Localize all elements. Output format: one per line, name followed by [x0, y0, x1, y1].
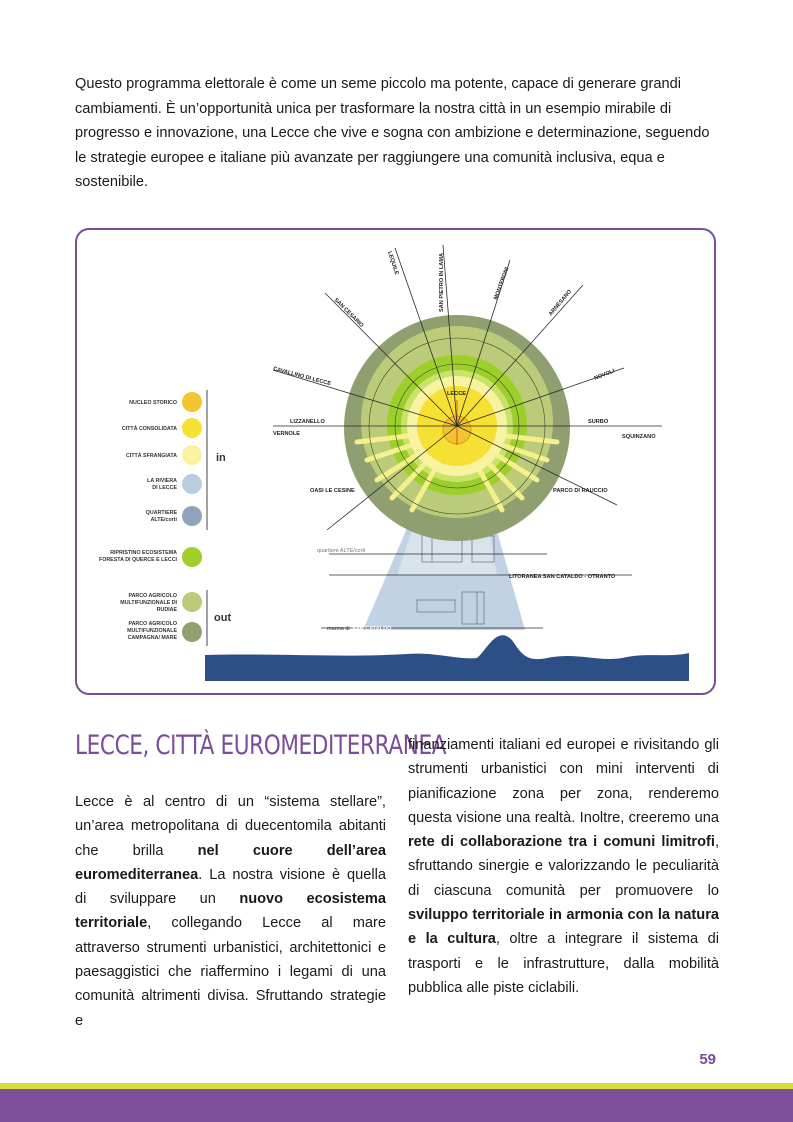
legend-parco2-c: CAMPAGNA/ MARE: [127, 635, 177, 641]
col1-text-1: Lecce è al centro di un “sistema stellare”, un’area metropolitana di duecentomila abitanti che brilla: [75, 794, 386, 859]
col2-text-3: , oltre a integrare il sistema di trasporti e le infrastrutture, dalla mobilità pubblica alle piste ciclabili.: [408, 931, 719, 996]
legend-swatches: [182, 392, 202, 642]
diagram-svg: [77, 230, 716, 695]
swatch-sfrangiata: [182, 445, 202, 465]
swatch-ripristino: [182, 547, 202, 567]
label-vernole: VERNOLE: [273, 431, 301, 437]
legend-in-label: in: [216, 452, 226, 464]
label-arnesano: ARNESANO: [547, 288, 574, 318]
label-lizzanello: LIZZANELLO: [290, 419, 325, 425]
label-san-cesario: SAN CESARIO: [332, 297, 365, 329]
label-oasi: OASI LE CESINE: [310, 488, 355, 494]
col1-bold-2: nuovo ecosistema territoriale: [75, 891, 386, 932]
label-marina-pre: marina di: [327, 626, 350, 632]
swatch-parco-rudiae: [182, 592, 202, 612]
swatch-consolidata: [182, 418, 202, 438]
col1-text-2: . La nostra visione è quella di sviluppare un: [75, 866, 386, 908]
label-marina-highlight: SAN CATALDO: [352, 626, 392, 632]
swatch-nucleo: [182, 392, 202, 412]
col2-text-2: , sfruttando sinergie e valorizzando le peculiarità di ciascuna comunità per promuovere lo: [408, 834, 719, 899]
legend-riviera-2: DI LECCE: [152, 485, 177, 491]
territorial-diagram: [75, 228, 716, 695]
legend-parco2-b: MULTIFUNZIONALE: [127, 628, 177, 634]
label-cavallino: CAVALLINO DI LECCE: [272, 366, 332, 388]
legend-ripristino-1: RIPRISTINO ECOSISTEMA: [110, 550, 177, 556]
swatch-riviera: [182, 474, 202, 494]
swatch-parco-campagna: [182, 622, 202, 642]
col2-bold-2: sviluppo territoriale in armonia con la natura e la cultura: [408, 907, 719, 948]
col2-bold-1: rete di collaborazione tra i comuni limitrofi: [408, 834, 715, 851]
label-rauccio: PARCO DI RAUCCIO: [553, 488, 608, 494]
legend-quartiere-2: ALTE/corti: [150, 517, 177, 523]
footer-purple-band: [0, 1089, 793, 1122]
legend-riviera-1: LA RIVIERA: [147, 478, 177, 484]
label-monteroni: MONTERONI: [493, 266, 511, 301]
label-center-lecce: LECCE: [447, 391, 466, 397]
label-san-pietro: SAN PIETRO IN LAMA: [439, 252, 445, 312]
legend-sfrangiata: CITTÀ SFRANGIATA: [125, 453, 177, 459]
legend-parco2-a: PARCO AGRICOLO: [128, 621, 177, 627]
body-column-left: [75, 790, 386, 1033]
section-heading: LECCE, CITTÀ EUROMEDITERRANEA: [75, 730, 447, 761]
sea-band: [205, 635, 689, 681]
legend-consolidata: CITTÀ CONSOLIDATA: [121, 426, 177, 432]
label-marina: [327, 626, 392, 632]
label-surbo: SURBO: [588, 419, 609, 425]
legend-nucleo: NUCLEO STORICO: [129, 400, 177, 406]
legend-parco1-c: RUDIAE: [156, 607, 177, 613]
swatch-quartiere: [182, 506, 202, 526]
col2-text-1: finanziamenti italiani ed europei e rivisitando gli strumenti urbanistici con mini interventi di pianificazione zona per zona, renderemo questa visione una realtà. Inoltre, creeremo una: [408, 737, 719, 826]
label-litoranea: LITORANEA SAN CATALDO - OTRANTO: [509, 574, 616, 580]
col1-bold-1: nel cuore dell’area euromediterranea: [75, 842, 386, 883]
legend-ripristino-2: FORESTA DI QUERCE E LECCI: [99, 557, 177, 563]
label-novoli: NOVOLI: [593, 368, 616, 382]
label-squinzano: SQUINZANO: [622, 434, 656, 440]
legend-quartiere-1: QUARTIERE: [145, 510, 177, 516]
page-number: 59: [699, 1051, 716, 1068]
col1-text-3: , collegando Lecce al mare attraverso strumenti urbanistici, architettonici e paesaggistici che riaffermino i legami di una comunità altrimenti divisa. Sfruttando strategie e: [75, 915, 386, 1029]
legend-parco1-a: PARCO AGRICOLO: [128, 593, 177, 599]
intro-paragraph: Questo programma elettorale è come un seme piccolo ma potente, capace di generare grandi cambiamenti. È un’opportunità unica per trasformare la nostra città in un esempio mirabile di progresso e innovazione, una Lecce che vive e sogna con ambizione e determinazione, seguendo le strategie europee e italiane più avanzate per raggiungere una comunità inclusiva, equa e sostenibile.: [75, 76, 710, 190]
legend-out-label: out: [214, 612, 232, 624]
body-column-right: [408, 733, 719, 1000]
legend-parco1-b: MULTIFUNZIONALE DI: [120, 600, 177, 606]
label-quartiere: quartiere ALTE/corti: [317, 548, 366, 554]
label-lequile: LEQUILE: [386, 250, 400, 276]
